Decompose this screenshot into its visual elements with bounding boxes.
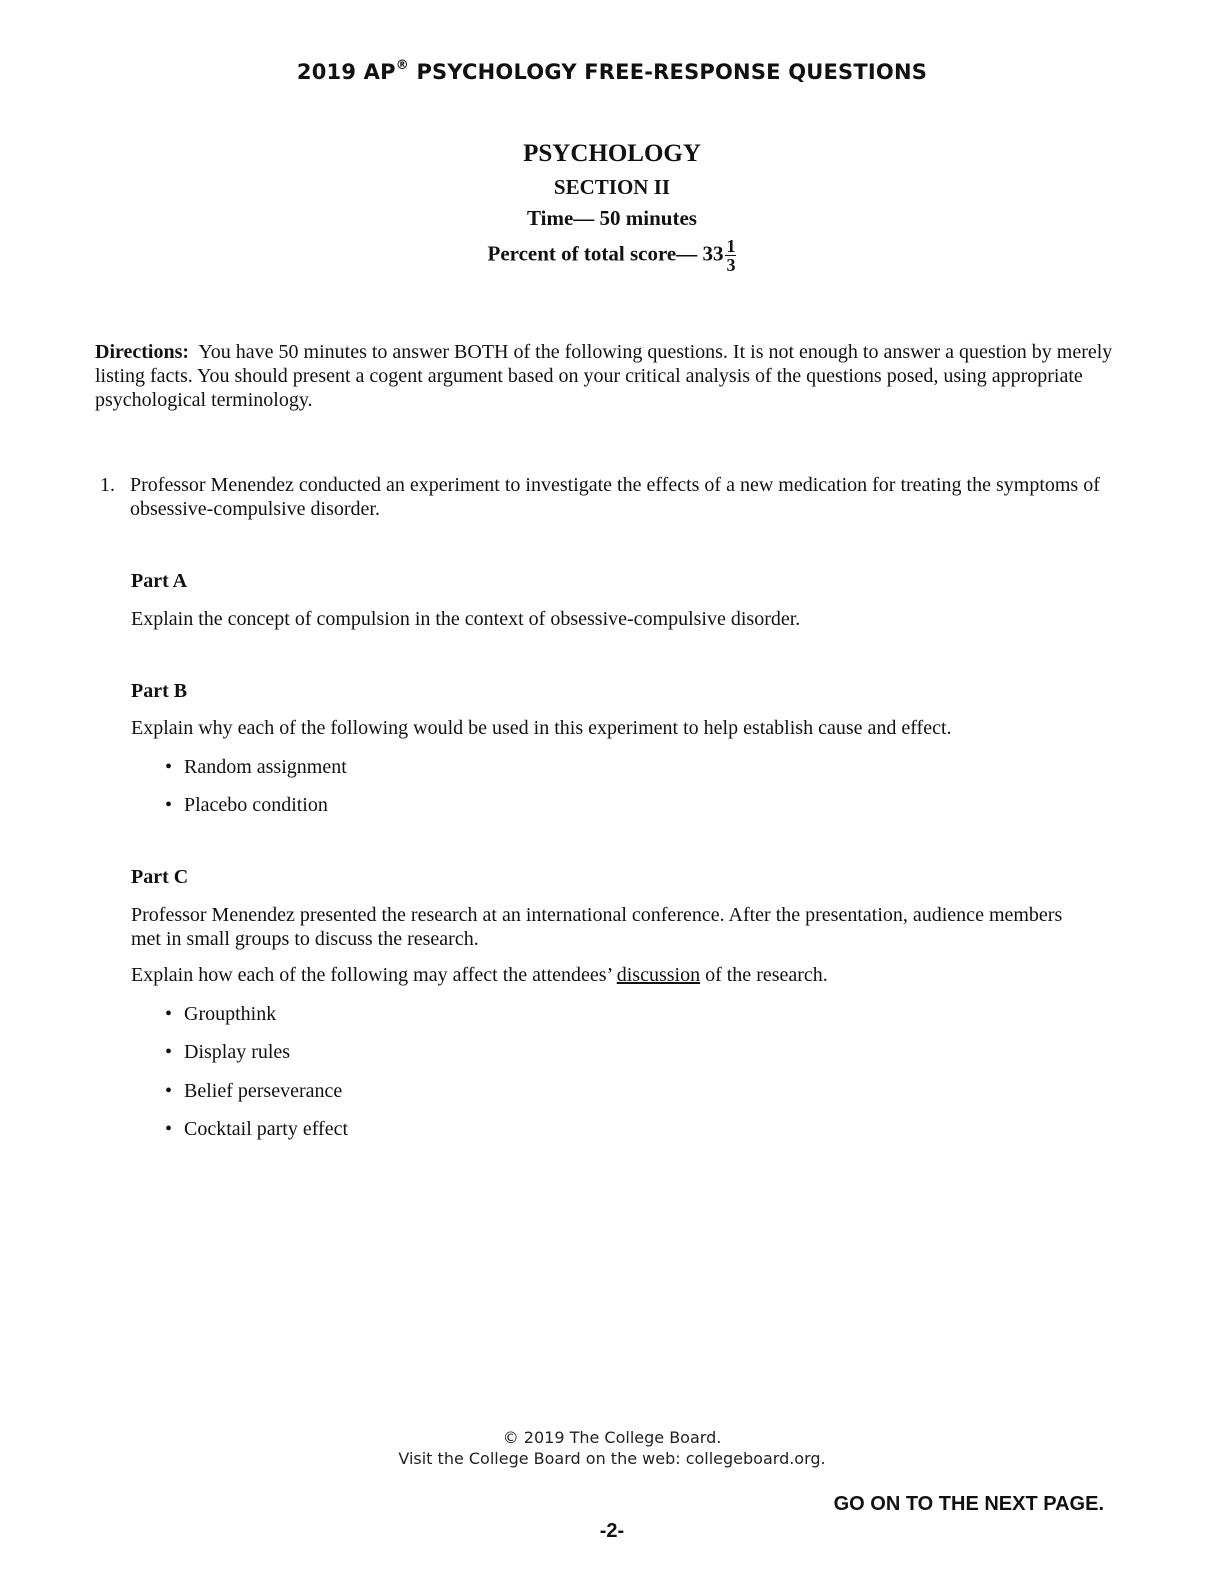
go-on-next-page: GO ON TO THE NEXT PAGE. <box>833 1493 1104 1515</box>
bullet-text: Display rules <box>184 1041 291 1063</box>
page-number: -2- <box>599 1520 625 1542</box>
bullet-text: Random assignment <box>184 756 347 778</box>
underlined-word: discussion <box>616 964 701 986</box>
question-text: Professor Menendez conducted an experiment to investigate the effects of a new medication for treating the symptoms of obsessive-compulsive disorder. <box>130 474 1100 520</box>
question-1 <box>100 473 1100 521</box>
bullet-icon: • <box>165 794 173 816</box>
header-title-suffix: PSYCHOLOGY FREE-RESPONSE QUESTIONS <box>408 60 928 84</box>
part-a-heading: Part A <box>131 570 188 592</box>
list-item <box>165 793 328 817</box>
part-a-text: Explain the concept of compulsion in the context of obsessive-compulsive disorder. <box>131 608 801 630</box>
page-header-title <box>0 60 1224 84</box>
bullet-text: Belief perseverance <box>184 1080 343 1102</box>
section-number: SECTION II <box>553 175 671 199</box>
directions <box>95 340 1125 412</box>
header-title-prefix: 2019 AP <box>296 60 396 84</box>
bullet-icon: • <box>165 756 173 778</box>
bullet-icon: • <box>165 1118 173 1140</box>
part-b-heading: Part B <box>131 680 188 702</box>
bullet-text: Placebo condition <box>184 794 328 816</box>
visit-text: Visit the College Board on the web: collegeboard.org. <box>398 1449 826 1468</box>
list-item <box>165 1117 348 1141</box>
part-c-text-2 <box>131 963 1091 987</box>
percent-fraction <box>725 237 736 274</box>
footer-copyright <box>0 1427 1224 1469</box>
bullet-text: Groupthink <box>184 1003 277 1025</box>
bullet-text: Cocktail party effect <box>184 1118 349 1140</box>
section-time: Time— 50 minutes <box>527 206 697 230</box>
part-c-text-2-before: Explain how each of the following may affect the attendees’ <box>131 964 617 986</box>
part-b-text: Explain why each of the following would be used in this experiment to help establish cause and effect. <box>131 717 952 739</box>
bullet-icon: • <box>165 1080 173 1102</box>
percent-label: Percent of total score— 33 <box>487 241 724 266</box>
directions-text: You have 50 minutes to answer BOTH of the following questions. It is not enough to answer a question by merely listing facts. You should present a cogent argument based on your critical analysis of the questions posed, using appropriate psychological terminology. <box>95 341 1113 411</box>
fraction-denominator: 3 <box>726 255 736 275</box>
bullet-icon: • <box>165 1003 173 1025</box>
list-item <box>165 1002 276 1026</box>
directions-label: Directions: <box>95 341 190 363</box>
fraction-numerator: 1 <box>726 236 736 256</box>
list-item <box>165 1079 342 1103</box>
part-c-text-1: Professor Menendez presented the research at an international conference. After the presentation, audience members met in small groups to discuss the research. <box>131 904 1063 950</box>
section-percent <box>0 237 1224 274</box>
section-subject: PSYCHOLOGY <box>523 140 701 167</box>
part-c-text-2-after: of the research. <box>700 964 828 986</box>
list-item <box>165 755 347 779</box>
list-item <box>165 1040 290 1064</box>
bullet-icon: • <box>165 1041 173 1063</box>
question-number: 1. <box>100 474 115 496</box>
part-c-heading: Part C <box>131 866 189 888</box>
registered-mark: ® <box>395 58 409 73</box>
copyright-text: © 2019 The College Board. <box>502 1428 722 1447</box>
